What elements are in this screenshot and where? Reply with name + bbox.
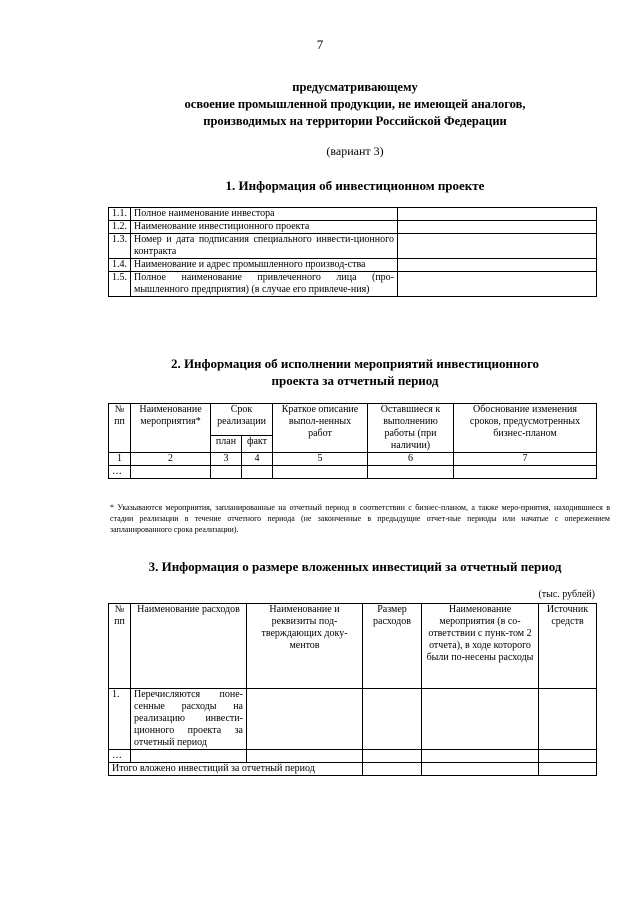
column-number: 2 bbox=[131, 453, 211, 466]
row-number: 1.5. bbox=[109, 272, 131, 297]
col-header-remaining: Оставшиеся к выполнению работы (при наличии) bbox=[368, 404, 454, 453]
table-row bbox=[109, 208, 597, 221]
section2-title-line-2: проекта за отчетный период bbox=[271, 373, 439, 388]
col-header-term: Срок реализации bbox=[211, 404, 273, 436]
column-number: 7 bbox=[454, 453, 597, 466]
row-value bbox=[398, 259, 597, 272]
column-number: 3 bbox=[211, 453, 242, 466]
row-number: 1.3. bbox=[109, 234, 131, 259]
table-row bbox=[109, 234, 597, 259]
section3-title: 3. Информация о размере вложенных инвестиций за отчетный период bbox=[148, 559, 562, 574]
col-header-activity-name: Наименование мероприятия* bbox=[131, 404, 211, 453]
col-header-plan: план bbox=[211, 436, 242, 453]
section2-title bbox=[60, 355, 640, 389]
row-label: Полное наименование инвестора bbox=[131, 208, 398, 221]
heading-line-3: производимых на территории Российской Федерации bbox=[203, 114, 507, 128]
row-number: 1. bbox=[109, 689, 131, 750]
row-value bbox=[398, 208, 597, 221]
page-number: 7 bbox=[316, 37, 324, 52]
column-numbers-row bbox=[109, 453, 597, 466]
table-row bbox=[109, 259, 597, 272]
column-number: 6 bbox=[368, 453, 454, 466]
column-number: 5 bbox=[273, 453, 368, 466]
col-header-amount: Размер расходов bbox=[363, 604, 422, 689]
column-number: 4 bbox=[242, 453, 273, 466]
row-label: Наименование инвестиционного проекта bbox=[131, 221, 398, 234]
investor-info-table bbox=[108, 207, 597, 297]
document-heading bbox=[60, 79, 640, 130]
col-header-activity: Наименование мероприятия (в со-ответствии с пунк-том 2 отчета), в ходе которого были по-несены расходы bbox=[422, 604, 539, 689]
section1-title: 1. Информация об инвестиционном проекте bbox=[225, 178, 485, 193]
col-header-num: № пп bbox=[109, 404, 131, 453]
column-number: 1 bbox=[109, 453, 131, 466]
ellipsis-cell: … bbox=[109, 466, 131, 479]
total-label: Итого вложено инвестиций за отчетный период bbox=[109, 763, 363, 776]
table-row bbox=[109, 221, 597, 234]
row-value bbox=[398, 234, 597, 259]
table-row bbox=[109, 272, 597, 297]
col-header-fact: факт bbox=[242, 436, 273, 453]
ellipsis-cell: … bbox=[109, 750, 131, 763]
heading-line-1: предусматривающему bbox=[292, 80, 418, 94]
row-value bbox=[398, 221, 597, 234]
col-header-source: Источник средств bbox=[539, 604, 597, 689]
section2-title-line-1: 2. Информация об исполнении мероприятий инвестиционного bbox=[170, 356, 540, 371]
table-row bbox=[109, 689, 597, 750]
table-row bbox=[109, 750, 597, 763]
expense-description: Перечисляются поне-сенные расходы на реализацию инвести-ционного проекта за отчетный период bbox=[131, 689, 247, 750]
variant-label: (вариант 3) bbox=[326, 144, 384, 158]
col-header-expenses: Наименование расходов bbox=[131, 604, 247, 689]
row-value bbox=[398, 272, 597, 297]
col-header-justification: Обоснование изменения сроков, предусмотренных бизнес-планом bbox=[454, 404, 597, 453]
activities-table bbox=[108, 403, 597, 479]
row-label: Номер и дата подписания специального инвести-ционного контракта bbox=[131, 234, 398, 259]
row-label: Наименование и адрес промышленного производ-ства bbox=[131, 259, 398, 272]
table-row bbox=[109, 466, 597, 479]
units-label: (тыс. рублей) bbox=[538, 589, 595, 600]
col-header-documents: Наименование и реквизиты под-тверждающих доку-ментов bbox=[247, 604, 363, 689]
col-header-description: Краткое описание выпол-ненных работ bbox=[273, 404, 368, 453]
row-number: 1.1. bbox=[109, 208, 131, 221]
row-label: Полное наименование привлеченного лица (про-мышленного предприятия) (в случае его привлече-ния) bbox=[131, 272, 398, 297]
footnote: * Указываются мероприятия, запланированные на отчетный период в соответствии с бизнес-планом, а также меро-приятия, находившиеся в стадии реализации в течение отчетного периода (не законченные в предыдущие отчет-ные периоды или начатые с опережением запланированного срока реализации). bbox=[110, 503, 610, 534]
col-header-num: № пп bbox=[109, 604, 131, 689]
row-number: 1.2. bbox=[109, 221, 131, 234]
row-number: 1.4. bbox=[109, 259, 131, 272]
total-row bbox=[109, 763, 597, 776]
heading-line-2: освоение промышленной продукции, не имеющей аналогов, bbox=[184, 97, 526, 111]
investments-table bbox=[108, 603, 597, 776]
